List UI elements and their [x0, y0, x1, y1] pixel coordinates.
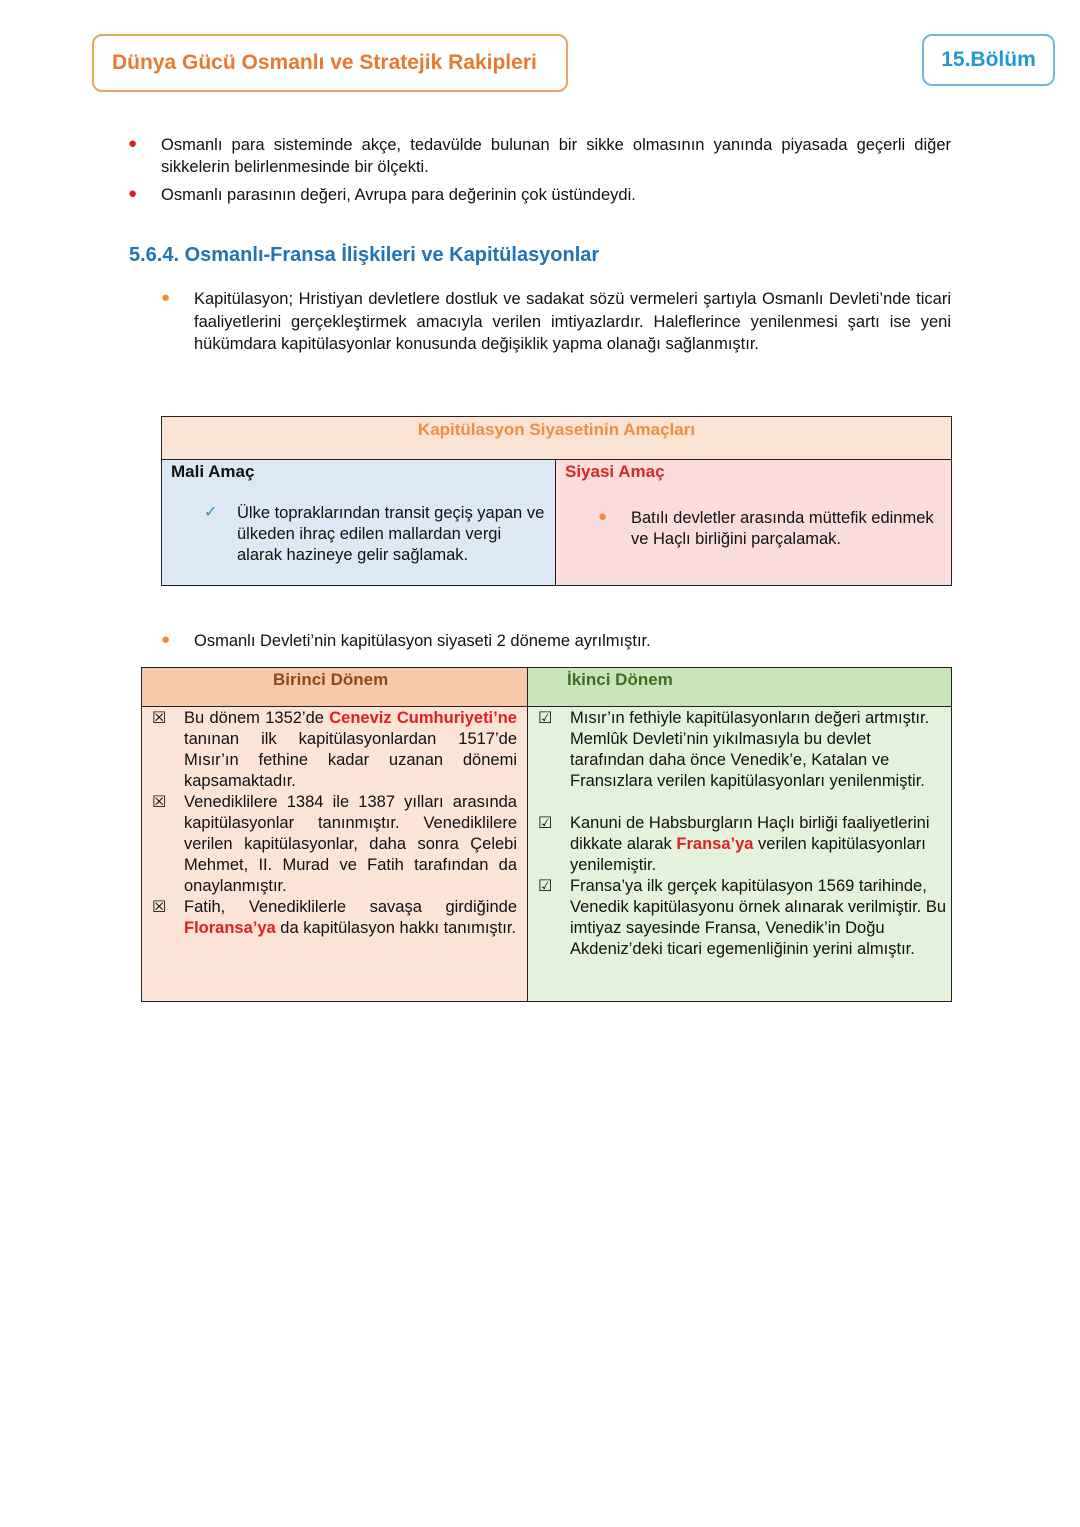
- definition-paragraph: Kapitülasyon; Hristiyan devletlere dostluk ve sadakat sözü vermeleri şartıyla Osmanlı Devleti’nde ticari faaliyetlerini gerçekleştirmek amacıyla verilen imtiyazlardır. Haleflerince yenilenmesi şartı ise yeni hükümdara kapitülasyonlar konusunda değişiklik yapma olanağı sağlanmıştır.: [194, 290, 951, 353]
- siyasi-amac-heading: Siyasi Amaç: [565, 462, 665, 481]
- mali-amac-cell: [162, 460, 556, 585]
- second-period-item-2: Kanuni de Habsburgların Haçlı birliği faaliyetlerini dikkate alarak Fransa’ya verilen kapitülasyonları yenilemiştir.: [570, 814, 930, 874]
- periods-intro: Osmanlı Devleti’nin kapitülasyon siyaseti 2 döneme ayrılmıştır.: [194, 632, 651, 650]
- x-box-icon: ☒: [152, 897, 167, 916]
- header-title: Dünya Gücü Osmanlı ve Stratejik Rakipleri: [92, 34, 568, 92]
- bullet-icon: ●: [598, 508, 608, 525]
- first-period-item-3: Fatih, Venediklilerle savaşa girdiğinde Floransa’ya da kapitülasyon hakkı tanımıştır.: [184, 898, 517, 937]
- x-box-icon: ☒: [152, 792, 167, 811]
- x-box-icon: ☒: [152, 708, 167, 727]
- periods-table: [141, 667, 952, 1002]
- first-period-item-2: Venediklilere 1384 ile 1387 yılları arasında kapitülasyonlar tanınmıştır. Venediklilere verilen kapitülasyonlar, daha sonra Çelebi Mehmet, II. Murad ve Fatih tarafından da onaylanmıştır.: [184, 793, 517, 895]
- mali-amac-text: Ülke topraklarından transit geçiş yapan ve ülkeden ihraç edilen mallardan vergi alarak hazineye gelir sağlamak.: [237, 504, 545, 564]
- siyasi-amac-cell: [556, 460, 951, 585]
- bullet-icon: ●: [128, 185, 138, 202]
- check-box-icon: ☑: [538, 876, 553, 895]
- mali-amac-heading: Mali Amaç: [171, 462, 255, 481]
- check-icon: ✓: [204, 504, 218, 521]
- purposes-table: [161, 416, 952, 586]
- chapter-badge: 15.Bölüm: [922, 34, 1055, 86]
- second-period-cell: [528, 707, 951, 1001]
- intro-bullet-1: Osmanlı para sisteminde akçe, tedavülde bulunan bir sikke olmasının yanında piyasada geçerli diğer sikkelerin belirlenmesinde bir ölçekti.: [161, 136, 951, 176]
- bullet-icon: ●: [161, 631, 171, 648]
- first-period-heading: Birinci Dönem: [142, 668, 528, 707]
- siyasi-amac-text: Batılı devletler arasında müttefik edinmek ve Haçlı birliğini parçalamak.: [631, 509, 934, 548]
- second-period-item-3: Fransa’ya ilk gerçek kapitülasyon 1569 tarihinde, Venedik kapitülasyonu örnek alınarak verilmiştir. Bu imtiyaz sayesinde Fransa, Venedik’in Doğu Akdeniz’deki ticari egemenliğinin yerini almıştır.: [570, 877, 947, 958]
- check-box-icon: ☑: [538, 813, 553, 832]
- purposes-table-title: Kapitülasyon Siyasetinin Amaçları: [162, 417, 951, 460]
- intro-bullet-2: Osmanlı parasının değeri, Avrupa para değerinin çok üstündeydi.: [161, 186, 636, 204]
- check-box-icon: ☑: [538, 708, 553, 727]
- section-title: 5.6.4. Osmanlı-Fransa İlişkileri ve Kapitülasyonlar: [129, 244, 600, 266]
- second-period-item-1: Mısır’ın fethiyle kapitülasyonların değeri artmıştır. Memlûk Devleti’nin yıkılmasıyla bu devlet tarafından daha önce Venedik’e, Katalan ve Fransızlara verilen kapitülasyonları yenilenmiştir.: [570, 709, 930, 790]
- first-period-item-1: Bu dönem 1352’de Ceneviz Cumhuriyeti’ne tanınan ilk kapitülasyonlardan 1517’de Mısır’ın fethine kadar uzanan dönemi kapsamaktadır.: [184, 709, 517, 790]
- first-period-cell: [142, 707, 528, 1001]
- second-period-heading: İkinci Dönem: [528, 668, 951, 707]
- bullet-icon: ●: [128, 135, 138, 152]
- bullet-icon: ●: [161, 289, 171, 306]
